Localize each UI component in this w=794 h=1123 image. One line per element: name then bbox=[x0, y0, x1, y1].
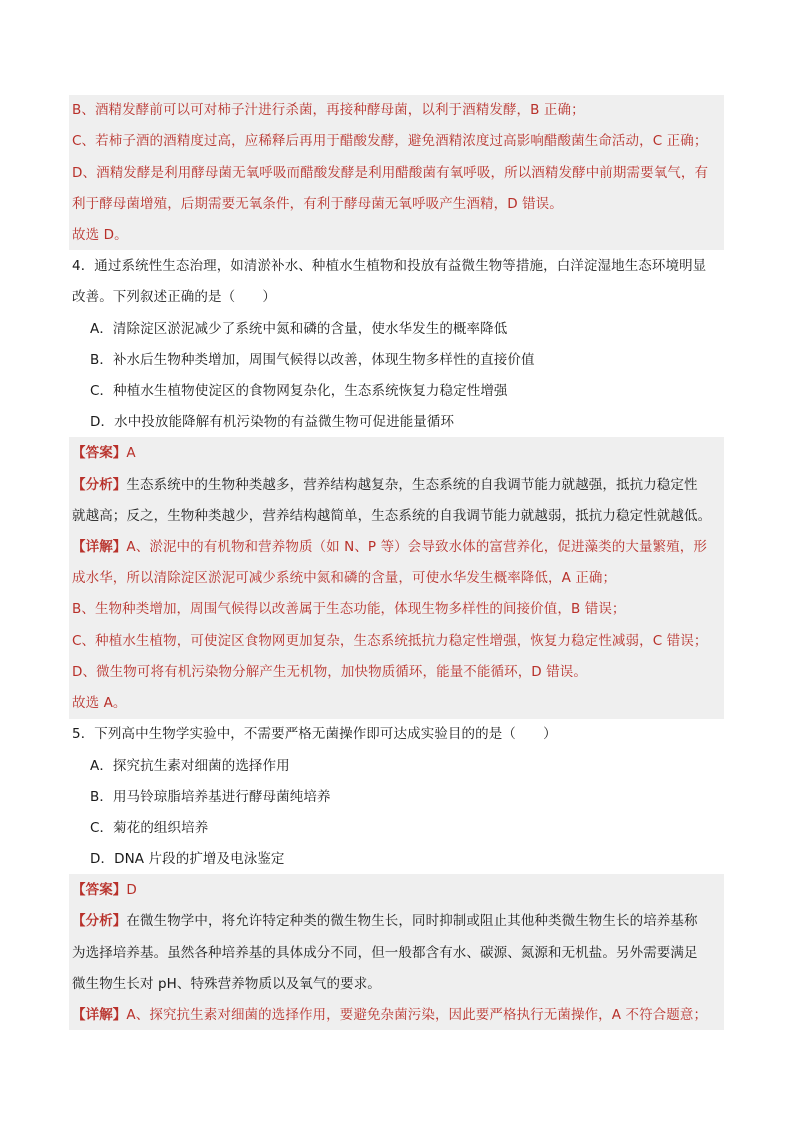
q4-option-a: A．清除淀区淤泥减少了系统中氮和磷的含量，使水华发生的概率降低 bbox=[90, 321, 508, 337]
analysis-tag: 【分析】 bbox=[72, 477, 127, 493]
q5-option-c: C．菊花的组织培养 bbox=[90, 820, 209, 836]
conclusion-line: 故选 D。 bbox=[72, 227, 128, 243]
detail-tag: 【详解】 bbox=[72, 539, 127, 555]
explanation-line-b: B、酒精发酵前可以可对柿子汁进行杀菌，再接种酵母菌，以利于酒精发酵，B 正确； bbox=[72, 102, 585, 118]
q5-option-d: D．DNA 片段的扩增及电泳鉴定 bbox=[90, 851, 285, 867]
detail-tag: 【详解】 bbox=[72, 1007, 127, 1023]
q5-analysis-line-1 bbox=[72, 912, 722, 930]
q4-analysis-line-1 bbox=[72, 476, 722, 494]
q4-detail-line-1 bbox=[72, 538, 722, 556]
detail-text: A、淤泥中的有机物和营养物质（如 N、P 等）会导致水体的富营养化，促进藻类的大量繁殖，形 bbox=[126, 539, 707, 555]
q4-detail-line-2: 成水华，所以清除淀区淤泥可减少系统中氮和磷的含量，可使水华发生概率降低，A 正确； bbox=[72, 570, 617, 586]
q4-option-c: C．种植水生植物使淀区的食物网复杂化，生态系统恢复力稳定性增强 bbox=[90, 383, 508, 399]
q5-option-a: A．探究抗生素对细菌的选择作用 bbox=[90, 758, 290, 774]
analysis-tag: 【分析】 bbox=[72, 913, 127, 929]
q5-analysis-line-2: 为选择培养基。虽然各种培养基的具体成分不同，但一般都含有水、碳源、氮源和无机盐。另外需要满足 bbox=[72, 945, 698, 961]
explanation-line-d: D、酒精发酵是利用酵母菌无氧呼吸而醋酸发酵是利用醋酸菌有氧呼吸，所以酒精发酵中前期需要氧气，有 bbox=[72, 165, 709, 181]
q4-option-b: B．补水后生物种类增加，周围气候得以改善，体现生物多样性的直接价值 bbox=[90, 352, 535, 368]
answer-value: D bbox=[126, 882, 137, 898]
q4-answer bbox=[72, 444, 722, 462]
q4-stem-line-2: 改善。下列叙述正确的是（ ） bbox=[72, 289, 276, 305]
answer-tag: 【答案】 bbox=[72, 445, 127, 461]
q5-option-b: B．用马铃琼脂培养基进行酵母菌纯培养 bbox=[90, 789, 331, 805]
analysis-text: 在微生物学中，将允许特定种类的微生物生长，同时抑制或阻止其他种类微生物生长的培养基称 bbox=[126, 913, 698, 929]
q4-analysis-line-2: 就越高；反之，生物种类越少，营养结构越简单，生态系统的自我调节能力就越弱，抵抗力稳定性就越低。 bbox=[72, 508, 712, 524]
q5-stem: 5．下列高中生物学实验中，不需要严格无菌操作即可达成实验目的的是（ ） bbox=[72, 726, 557, 742]
explanation-line-c: C、若柿子酒的酒精度过高，应稀释后再用于醋酸发酵，避免酒精浓度过高影响醋酸菌生命活动，C 正确； bbox=[72, 133, 708, 149]
q4-stem-line-1: 4．通过系统性生态治理，如清淤补水、种植水生植物和投放有益微生物等措施，白洋淀湿地生态环境明显 bbox=[72, 258, 707, 274]
answer-tag: 【答案】 bbox=[72, 882, 127, 898]
q5-analysis-line-3: 微生物生长对 pH、特殊营养物质以及氧气的要求。 bbox=[72, 976, 381, 992]
q4-option-d: D．水中投放能降解有机污染物的有益微生物可促进能量循环 bbox=[90, 414, 455, 430]
detail-text: A、探究抗生素对细菌的选择作用，要避免杂菌污染，因此要严格执行无菌操作，A 不符合题意； bbox=[126, 1007, 708, 1023]
q4-detail-line-3: B、生物种类增加，周围气候得以改善属于生态功能，体现生物多样性的间接价值，B 错误； bbox=[72, 601, 626, 617]
q4-detail-line-5: D、微生物可将有机污染物分解产生无机物，加快物质循环，能量不能循环，D 错误。 bbox=[72, 664, 587, 680]
q4-conclusion: 故选 A。 bbox=[72, 695, 127, 711]
analysis-text: 生态系统中的生物种类越多，营养结构越复杂，生态系统的自我调节能力就越强，抵抗力稳定性 bbox=[126, 477, 698, 493]
explanation-line-d-cont: 利于酵母菌增殖，后期需要无氧条件，有利于酵母菌无氧呼吸产生酒精，D 错误。 bbox=[72, 196, 563, 212]
answer-value: A bbox=[126, 445, 136, 461]
q4-detail-line-4: C、种植水生植物，可使淀区食物网更加复杂，生态系统抵抗力稳定性增强，恢复力稳定性减弱，C 错误； bbox=[72, 633, 708, 649]
q5-detail-line-1 bbox=[72, 1006, 722, 1024]
q5-answer bbox=[72, 881, 722, 899]
